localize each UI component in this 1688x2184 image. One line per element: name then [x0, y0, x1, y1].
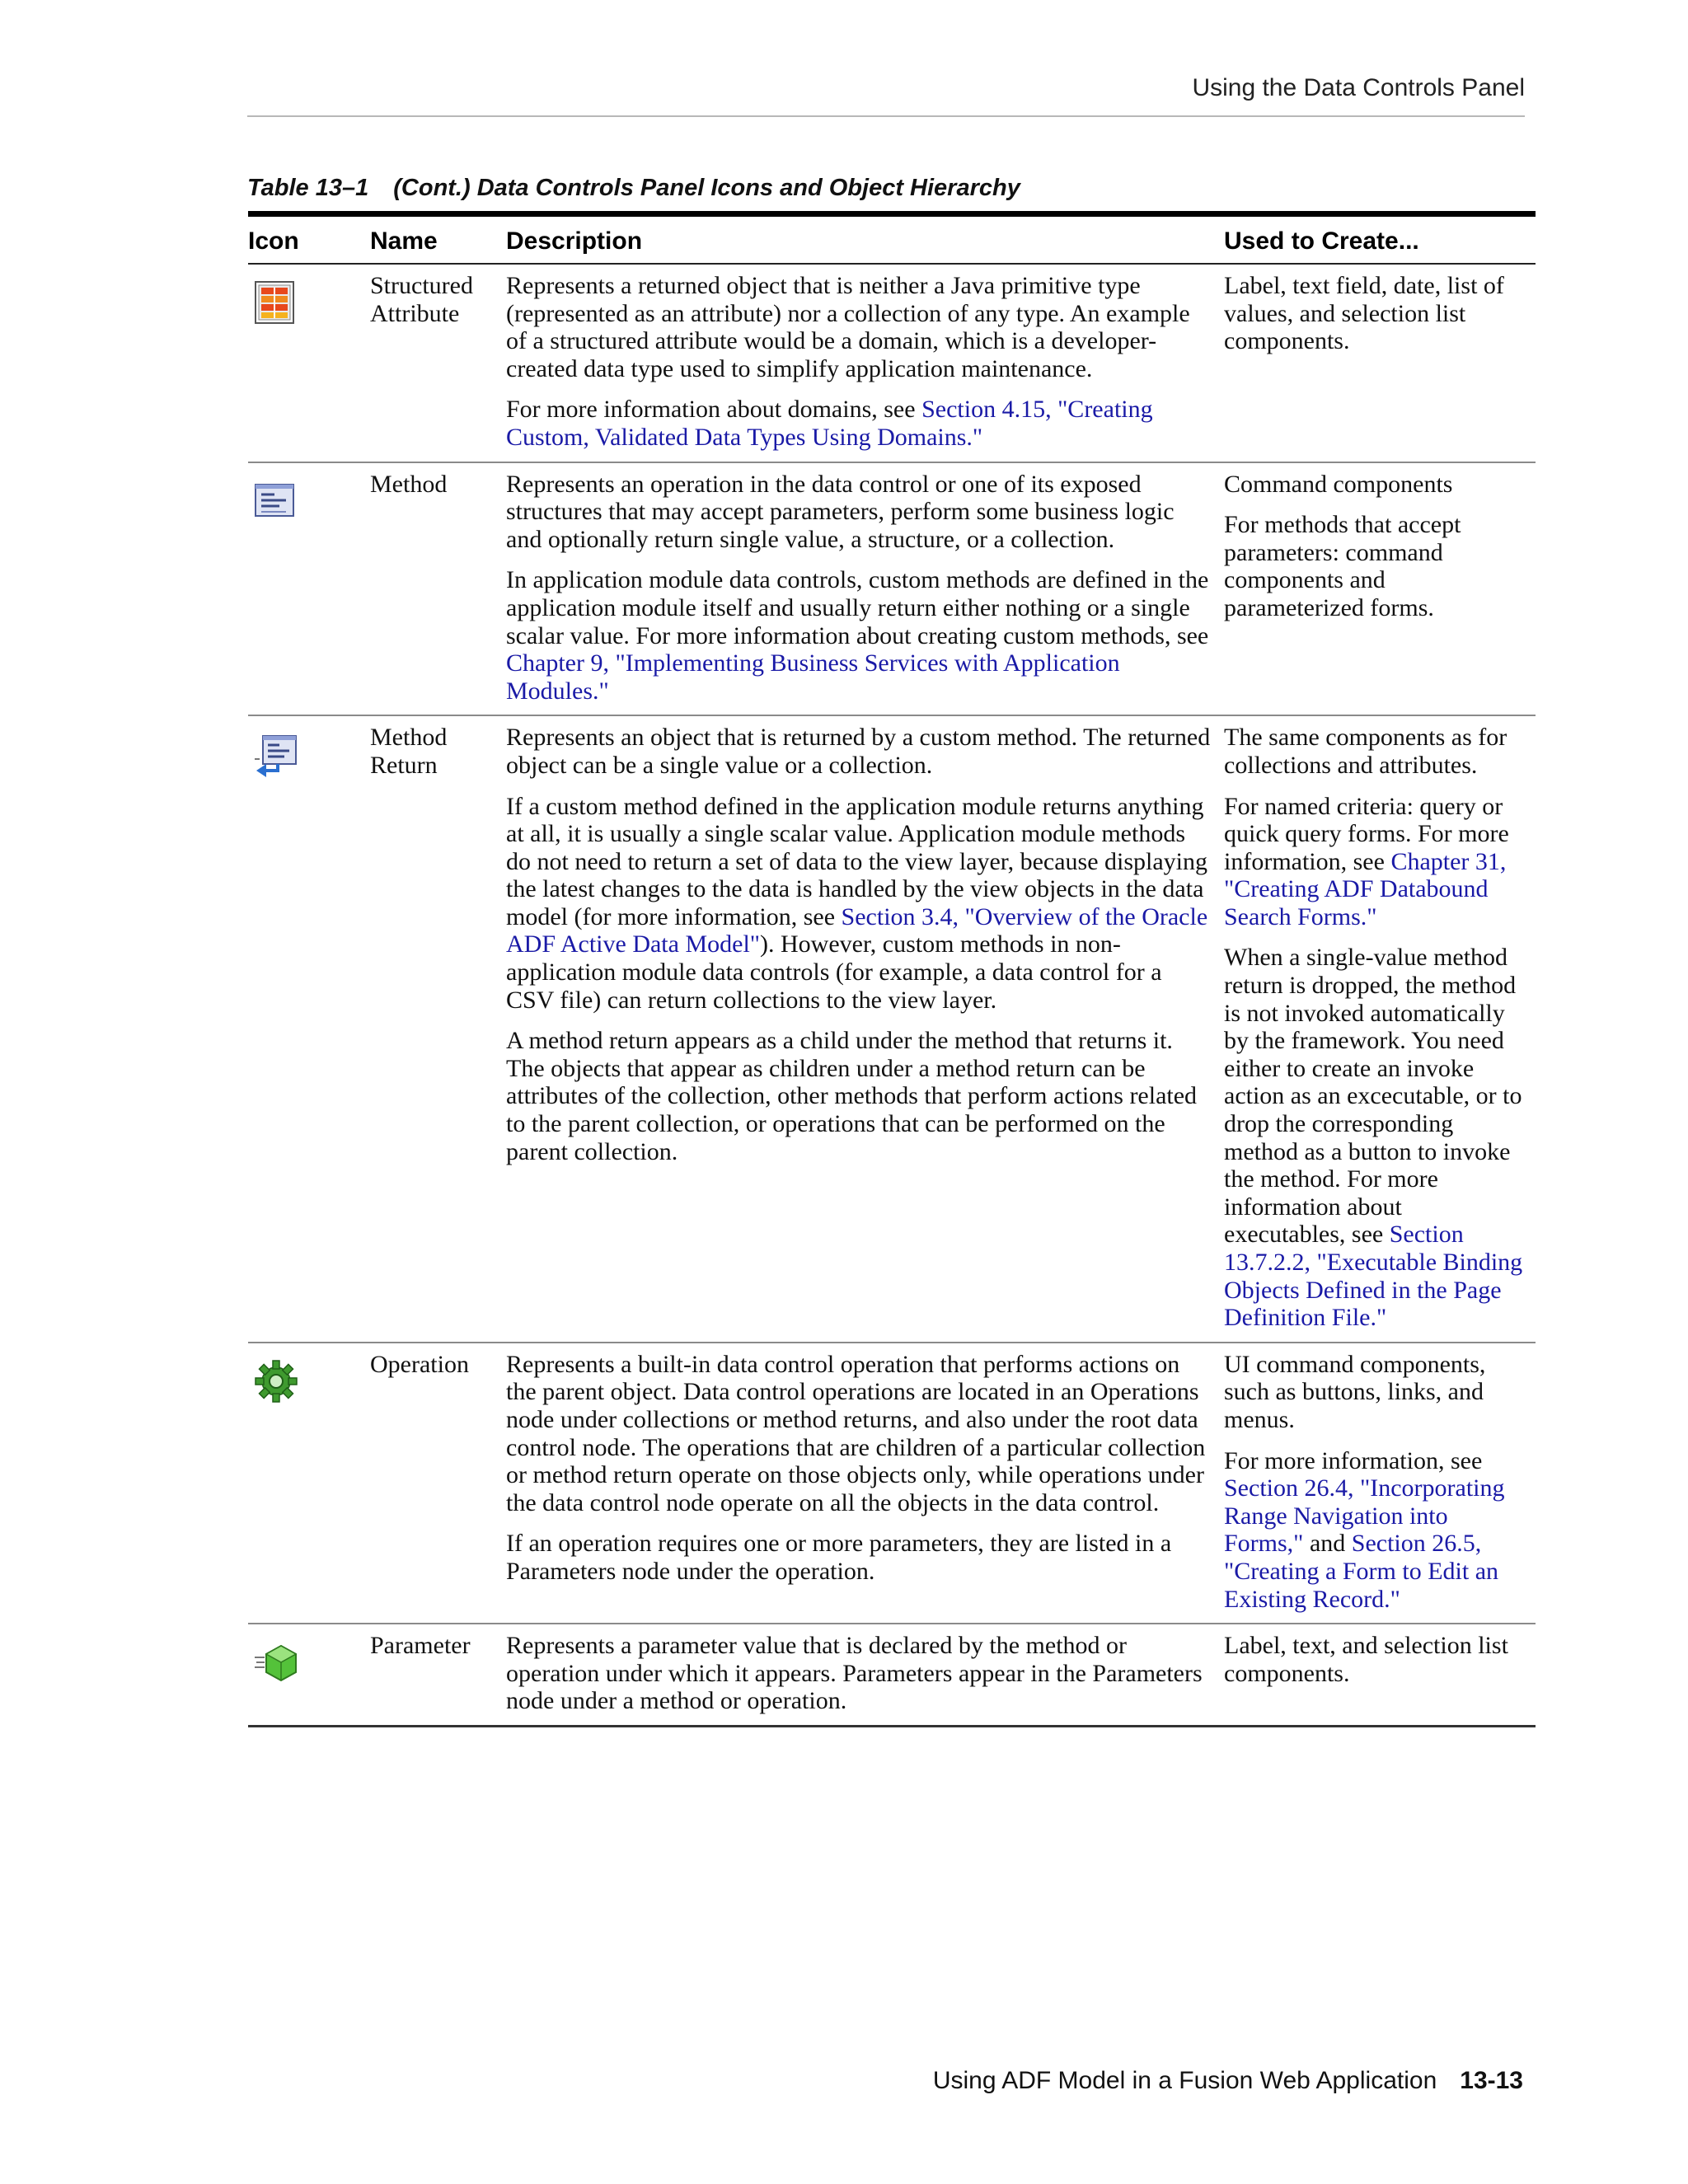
row-name: Parameter — [370, 1632, 471, 1660]
table-title: (Cont.) Data Controls Panel Icons and Object Hierarchy — [393, 175, 1020, 201]
table-number: Table 13–1 — [247, 175, 369, 201]
table-row — [248, 462, 1536, 716]
link-section-4-15[interactable]: Section 4.15, "Creating Custom, Validated Data Types Using Domains." — [506, 396, 1153, 451]
row-used-to-create: The same components as for collections and attributes. For named criteria: query or quick query forms. For more information, see Chapter 31, "Creating ADF Databound Search Forms." When a single-value method return is dropped, the method is not invoked automatically by the framework. You need either to create an invoke action as an excecutable, or to drop the corresponding method as a button to invoke the method. For more information about executables, see Section 13.7.2.2, "Executable Binding Objects Defined in the Page Definition File." — [1224, 724, 1523, 1332]
table-row — [248, 1343, 1536, 1624]
row-used-to-create: Command components For methods that accept parameters: command components and parameterized forms. — [1224, 470, 1461, 621]
table-row — [248, 715, 1536, 1342]
column-header-used-to-create: Used to Create... — [1224, 227, 1419, 255]
method-return-icon — [253, 731, 296, 777]
row-description: Represents a built-in data control operation that performs actions on the parent object. Data control operations are located in an Operations node under collections or method returns, and also under the root data control node. The operations that are children of a particular collection or method return operate on those objects only, while operations under the data control node operate on all the objects in the data control. If an operation requires one or more parameters, they are listed in a Parameters node under the operation. — [506, 1350, 1206, 1585]
row-description: Represents a returned object that is neither a Java primitive type (represented as an attribute) nor a collection of any type. An example of a structured attribute would be a domain, which is a developer-created data type used to simplify application maintenance. For more information about domains, see Section 4.15, "Creating Custom, Validated Data Types Using Domains." — [506, 272, 1190, 451]
row-name: Operation — [370, 1350, 469, 1378]
link-section-26-5[interactable]: Section 26.5, "Creating a Form to Edit an Existing Record." — [1224, 1530, 1499, 1613]
table-header-row — [248, 214, 1536, 265]
table-row — [248, 264, 1536, 462]
row-name: Method — [370, 470, 448, 498]
method-icon — [253, 478, 296, 524]
operation-gear-icon — [253, 1358, 296, 1404]
column-header-description: Description — [506, 227, 643, 255]
footer-book-title: Using ADF Model in a Fusion Web Application — [932, 2067, 1437, 2094]
row-used-to-create: UI command components, such as buttons, links, and menus. For more information, see Section 26.4, "Incorporating Range Navigation into Forms," and Section 26.5, "Creating a Form to Edit an Existing Record." — [1224, 1350, 1505, 1613]
row-name: Structured Attribute — [370, 272, 473, 327]
running-header: Using the Data Controls Panel — [1192, 74, 1525, 101]
link-chapter-9[interactable]: Chapter 9, "Implementing Business Services with Application Modules." — [506, 649, 1120, 705]
table-caption — [247, 175, 1533, 202]
link-section-26-4[interactable]: Section 26.4, "Incorporating Range Navigation into Forms," — [1224, 1474, 1505, 1558]
page-footer — [247, 2067, 1523, 2095]
row-name: Method Return — [370, 724, 448, 779]
structured-attribute-icon — [253, 279, 296, 326]
column-header-name: Name — [370, 227, 438, 255]
table-row — [248, 1624, 1536, 1726]
row-used-to-create: Label, text field, date, list of values, and selection list components. — [1224, 272, 1504, 355]
data-controls-table — [248, 211, 1536, 1727]
page-number: 13-13 — [1460, 2067, 1523, 2094]
link-section-13-7-2-2[interactable]: Section 13.7.2.2, "Executable Binding Objects Defined in the Page Definition File." — [1224, 1221, 1523, 1332]
row-description: Represents an operation in the data control or one of its exposed structures that may accept parameters, perform some business logic and optionally return single value, a structure, or a collection. In application module data controls, custom methods are defined in the application module itself and usually return either nothing or a single scalar value. For more information about creating custom methods, see Chapter 9, "Implementing Business Services with Application Modules." — [506, 470, 1209, 705]
row-description: Represents an object that is returned by a custom method. The returned object can be a single value or a collection. If a custom method defined in the application module returns anything at all, it is usually a single scalar value. Application module methods do not need to return a set of data to the view layer, because displaying the latest changes to the data is handled by the view objects in the data model (for more information, see Section 3.4, "Overview of the Oracle ADF Active Data Model"). However, custom methods in non-application module data controls (for example, a data control for a CSV file) can return collections to the view layer. A method return appears as a child under the method that returns it. The objects that appear as children under a method return can be attributes of the collection, other methods that perform actions related to the parent collection, or operations that can be performed on the parent collection. — [506, 724, 1211, 1165]
row-used-to-create: Label, text, and selection list components. — [1224, 1632, 1508, 1687]
header-rule — [247, 115, 1525, 117]
link-chapter-31[interactable]: Chapter 31, "Creating ADF Databound Search Forms." — [1224, 847, 1507, 930]
parameter-icon — [253, 1639, 296, 1685]
column-header-icon: Icon — [248, 227, 299, 255]
row-description: Represents a parameter value that is declared by the method or operation under which it appears. Parameters appear in the Parameters node under a method or operation. — [506, 1632, 1203, 1715]
link-section-3-4[interactable]: Section 3.4, "Overview of the Oracle ADF Active Data Model" — [506, 902, 1208, 958]
